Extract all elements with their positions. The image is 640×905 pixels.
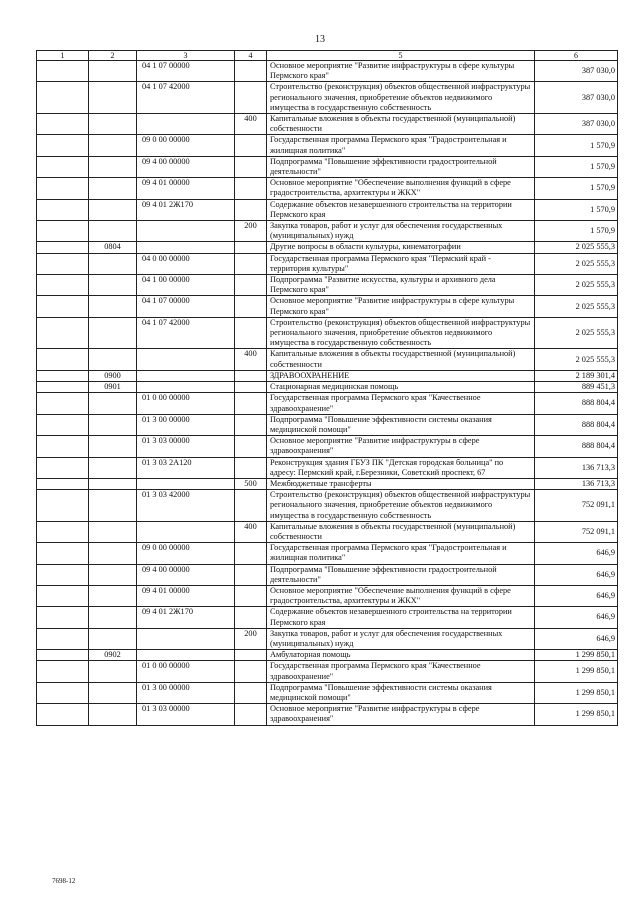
expense-type-cell [235,61,267,82]
name-cell: Основное мероприятие "Развитие инфраструктуры в сфере здравоохранения" [267,704,535,725]
amount-cell: 752 091,1 [535,490,618,522]
expense-type-cell [235,607,267,628]
target-article-cell: 09 0 00 00000 [137,135,235,156]
subsection-cell [89,82,137,114]
subsection-cell [89,317,137,349]
amount-cell: 2 025 555,3 [535,253,618,274]
table-row [37,61,618,82]
table-row [37,607,618,628]
target-article-cell [137,478,235,489]
target-article-cell: 01 3 03 00000 [137,436,235,457]
amount-cell: 387 030,0 [535,114,618,135]
amount-cell: 646,9 [535,564,618,585]
expense-type-cell: 200 [235,221,267,242]
table-row [37,296,618,317]
table-row [37,490,618,522]
target-article-cell: 01 3 03 00000 [137,704,235,725]
name-cell: Строительство (реконструкция) объектов общественной инфраструктуры регионального значения, приобретение объектов недвижимого имущества в государственную собственность [267,82,535,114]
subsection-cell [89,414,137,435]
name-cell: Строительство (реконструкция) объектов общественной инфраструктуры регионального значения, приобретение объектов недвижимого имущества в государственную собственность [267,317,535,349]
table-row [37,564,618,585]
section-cell [37,661,89,682]
header-col-2: 2 [89,51,137,61]
expense-type-cell: 400 [235,114,267,135]
table-row [37,114,618,135]
amount-cell: 646,9 [535,585,618,606]
target-article-cell: 04 1 07 00000 [137,296,235,317]
section-cell [37,393,89,414]
header-col-3: 3 [137,51,235,61]
name-cell: Капитальные вложения в объекты государственной (муниципальной) собственности [267,114,535,135]
expense-type-cell [235,490,267,522]
expense-type-cell [235,585,267,606]
table-row [37,661,618,682]
amount-cell: 1 570,9 [535,178,618,199]
target-article-cell [137,521,235,542]
table-row [37,253,618,274]
amount-cell: 2 025 555,3 [535,296,618,317]
target-article-cell: 09 4 00 00000 [137,156,235,177]
expense-type-cell [235,393,267,414]
section-cell [37,628,89,649]
subsection-cell [89,393,137,414]
name-cell: Государственная программа Пермского края "Качественное здравоохранение" [267,393,535,414]
name-cell: Подпрограмма "Повышение эффективности системы оказания медицинской помощи" [267,414,535,435]
expense-type-cell [235,242,267,253]
target-article-cell: 01 0 00 00000 [137,661,235,682]
subsection-cell: 0902 [89,650,137,661]
subsection-cell [89,543,137,564]
name-cell: Межбюджетные трансферты [267,478,535,489]
target-article-cell: 04 1 07 42000 [137,82,235,114]
section-cell [37,317,89,349]
section-cell [37,178,89,199]
expense-type-cell [235,370,267,381]
expense-type-cell [235,253,267,274]
section-cell [37,156,89,177]
table-row [37,585,618,606]
table-row [37,457,618,478]
target-article-cell: 09 4 01 2Ж170 [137,199,235,220]
table-row [37,178,618,199]
subsection-cell [89,478,137,489]
subsection-cell: 0900 [89,370,137,381]
expense-type-cell: 200 [235,628,267,649]
target-article-cell: 01 3 00 00000 [137,682,235,703]
amount-cell: 888 804,4 [535,414,618,435]
section-cell [37,414,89,435]
table-row [37,521,618,542]
section-cell [37,478,89,489]
section-cell [37,607,89,628]
subsection-cell [89,178,137,199]
name-cell: Содержание объектов незавершенного строительства на территории Пермского края [267,607,535,628]
target-article-cell: 09 4 01 2Ж170 [137,607,235,628]
expense-type-cell [235,275,267,296]
section-cell [37,457,89,478]
subsection-cell [89,156,137,177]
name-cell: Амбулаторная помощь [267,650,535,661]
name-cell: Государственная программа Пермского края "Пермский край - территория культуры" [267,253,535,274]
subsection-cell [89,436,137,457]
header-col-5: 5 [267,51,535,61]
section-cell [37,253,89,274]
name-cell: Капитальные вложения в объекты государственной (муниципальной) собственности [267,349,535,370]
expense-type-cell [235,317,267,349]
subsection-cell [89,114,137,135]
expense-type-cell [235,199,267,220]
subsection-cell [89,607,137,628]
section-cell [37,521,89,542]
target-article-cell: 01 3 03 2А120 [137,457,235,478]
section-cell [37,114,89,135]
section-cell [37,221,89,242]
section-cell [37,704,89,725]
section-cell [37,349,89,370]
subsection-cell [89,661,137,682]
expense-type-cell [235,382,267,393]
name-cell: Капитальные вложения в объекты государственной (муниципальной) собственности [267,521,535,542]
target-article-cell [137,242,235,253]
subsection-cell [89,199,137,220]
amount-cell: 136 713,3 [535,457,618,478]
amount-cell: 888 804,4 [535,393,618,414]
table-row [37,393,618,414]
table-row [37,543,618,564]
subsection-cell: 0901 [89,382,137,393]
subsection-cell: 0804 [89,242,137,253]
header-col-4: 4 [235,51,267,61]
name-cell: Стационарная медицинская помощь [267,382,535,393]
expense-type-cell [235,661,267,682]
section-cell [37,82,89,114]
name-cell: Основное мероприятие "Развитие инфраструктуры в сфере культуры Пермского края" [267,61,535,82]
section-cell [37,275,89,296]
target-article-cell: 09 0 00 00000 [137,543,235,564]
amount-cell: 2 025 555,3 [535,349,618,370]
subsection-cell [89,682,137,703]
expense-type-cell [235,156,267,177]
expense-type-cell [235,457,267,478]
table-row [37,82,618,114]
amount-cell: 136 713,3 [535,478,618,489]
amount-cell: 646,9 [535,628,618,649]
target-article-cell [137,221,235,242]
expense-type-cell [235,82,267,114]
section-cell [37,242,89,253]
subsection-cell [89,704,137,725]
header-col-6: 6 [535,51,618,61]
name-cell: Основное мероприятие "Обеспечение выполнения функций в сфере градостроительства, архитектуры и ЖКХ" [267,178,535,199]
amount-cell: 889 451,3 [535,382,618,393]
subsection-cell [89,521,137,542]
table-row [37,704,618,725]
target-article-cell: 04 0 00 00000 [137,253,235,274]
target-article-cell: 01 0 00 00000 [137,393,235,414]
table-row [37,382,618,393]
subsection-cell [89,135,137,156]
expense-type-cell [235,135,267,156]
name-cell: Подпрограмма "Повышение эффективности системы оказания медицинской помощи" [267,682,535,703]
target-article-cell: 09 4 00 00000 [137,564,235,585]
subsection-cell [89,457,137,478]
header-row [37,51,618,61]
amount-cell: 2 025 555,3 [535,317,618,349]
section-cell [37,296,89,317]
name-cell: Государственная программа Пермского края "Качественное здравоохранение" [267,661,535,682]
section-cell [37,564,89,585]
section-cell [37,135,89,156]
subsection-cell [89,61,137,82]
section-cell [37,490,89,522]
section-cell [37,199,89,220]
expense-type-cell [235,543,267,564]
subsection-cell [89,296,137,317]
expense-type-cell [235,704,267,725]
table-row [37,317,618,349]
table-row [37,436,618,457]
target-article-cell: 09 4 01 00000 [137,178,235,199]
table-row [37,682,618,703]
expense-type-cell [235,436,267,457]
target-article-cell: 01 3 00 00000 [137,414,235,435]
name-cell: Государственная программа Пермского края "Градостроительная и жилищная политика" [267,543,535,564]
amount-cell: 2 025 555,3 [535,275,618,296]
name-cell: Государственная программа Пермского края "Градостроительная и жилищная политика" [267,135,535,156]
amount-cell: 1 570,9 [535,199,618,220]
name-cell: Содержание объектов незавершенного строительства на территории Пермского края [267,199,535,220]
target-article-cell: 04 1 00 00000 [137,275,235,296]
target-article-cell: 09 4 01 00000 [137,585,235,606]
section-cell [37,682,89,703]
table-row [37,199,618,220]
header-col-1: 1 [37,51,89,61]
document-code: 7698-12 [52,877,76,885]
subsection-cell [89,585,137,606]
amount-cell: 2 189 301,4 [535,370,618,381]
table-row [37,242,618,253]
expense-type-cell [235,564,267,585]
table-row [37,650,618,661]
table-row [37,349,618,370]
section-cell [37,585,89,606]
expense-type-cell [235,414,267,435]
section-cell [37,382,89,393]
table-row [37,414,618,435]
amount-cell: 1 299 850,1 [535,704,618,725]
target-article-cell [137,650,235,661]
expense-type-cell: 400 [235,521,267,542]
amount-cell: 1 299 850,1 [535,661,618,682]
target-article-cell [137,382,235,393]
name-cell: Подпрограмма "Повышение эффективности градостроительной деятельности" [267,564,535,585]
expense-type-cell: 500 [235,478,267,489]
amount-cell: 387 030,0 [535,61,618,82]
expense-type-cell [235,178,267,199]
subsection-cell [89,275,137,296]
amount-cell: 1 570,9 [535,221,618,242]
name-cell: Закупка товаров, работ и услуг для обеспечения государственных (муниципальных) нужд [267,221,535,242]
subsection-cell [89,564,137,585]
table-row [37,628,618,649]
section-cell [37,436,89,457]
target-article-cell [137,628,235,649]
name-cell: Подпрограмма "Развитие искусства, культуры и архивного дела Пермского края" [267,275,535,296]
amount-cell: 2 025 555,3 [535,242,618,253]
name-cell: Подпрограмма "Повышение эффективности градостроительной деятельности" [267,156,535,177]
amount-cell: 752 091,1 [535,521,618,542]
target-article-cell [137,370,235,381]
table-row [37,156,618,177]
expense-type-cell [235,650,267,661]
budget-table [36,50,618,726]
section-cell [37,61,89,82]
target-article-cell: 01 3 03 42000 [137,490,235,522]
name-cell: Основное мероприятие "Развитие инфраструктуры в сфере культуры Пермского края" [267,296,535,317]
table-row [37,135,618,156]
subsection-cell [89,253,137,274]
amount-cell: 646,9 [535,543,618,564]
name-cell: Другие вопросы в области культуры, кинематографии [267,242,535,253]
subsection-cell [89,628,137,649]
name-cell: Строительство (реконструкция) объектов общественной инфраструктуры регионального значения, приобретение объектов недвижимого имущества в государственную собственность [267,490,535,522]
page-number: 13 [315,34,325,45]
subsection-cell [89,349,137,370]
name-cell: Закупка товаров, работ и услуг для обеспечения государственных (муниципальных) нужд [267,628,535,649]
table-row [37,275,618,296]
expense-type-cell [235,682,267,703]
amount-cell: 1 299 850,1 [535,650,618,661]
section-cell [37,543,89,564]
target-article-cell: 04 1 07 00000 [137,61,235,82]
target-article-cell: 04 1 07 42000 [137,317,235,349]
table-row [37,370,618,381]
target-article-cell [137,349,235,370]
amount-cell: 1 570,9 [535,135,618,156]
subsection-cell [89,490,137,522]
name-cell: Реконструкция здания ГБУЗ ПК "Детская городская больница" по адресу: Пермский край, г.Березники, Советский проспект, 67 [267,457,535,478]
expense-type-cell [235,296,267,317]
amount-cell: 888 804,4 [535,436,618,457]
name-cell: ЗДРАВООХРАНЕНИЕ [267,370,535,381]
name-cell: Основное мероприятие "Развитие инфраструктуры в сфере здравоохранения" [267,436,535,457]
target-article-cell [137,114,235,135]
name-cell: Основное мероприятие "Обеспечение выполнения функций в сфере градостроительства, архитектуры и ЖКХ" [267,585,535,606]
table-row [37,478,618,489]
section-cell [37,370,89,381]
amount-cell: 1 570,9 [535,156,618,177]
amount-cell: 646,9 [535,607,618,628]
subsection-cell [89,221,137,242]
amount-cell: 1 299 850,1 [535,682,618,703]
table-row [37,221,618,242]
section-cell [37,650,89,661]
expense-type-cell: 400 [235,349,267,370]
amount-cell: 387 030,0 [535,82,618,114]
